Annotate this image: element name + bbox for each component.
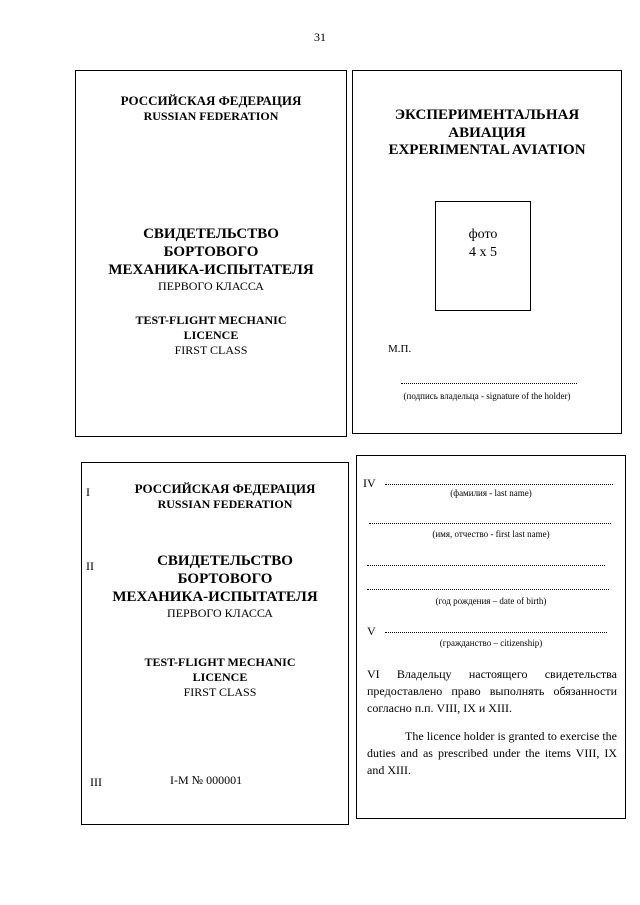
photo-size: 4 x 5 [469, 245, 497, 260]
item-number-1: I [86, 485, 90, 499]
licence-class-ru: ПЕРВОГО КЛАССА [167, 606, 273, 620]
licence-title-en-line2: LICENCE [192, 670, 248, 684]
state-name-ru: РОССИЙСКАЯ ФЕДЕРАЦИЯ [120, 93, 302, 108]
licence-title-en-line1: TEST-FLIGHT MECHANIC [135, 313, 287, 327]
licence-title-ru-line1: СВИДЕТЕЛЬСТВО [143, 226, 279, 242]
state-name-en: RUSSIAN FEDERATION [143, 109, 279, 123]
stamp-place-label: М.П. [388, 343, 412, 355]
citizenship-caption: (гражданство – citizenship) [439, 638, 543, 648]
page-number: 31 [314, 30, 326, 44]
photo-placeholder [435, 201, 531, 311]
first-name-line [369, 523, 611, 524]
licence-title-en-line2: LICENCE [183, 328, 239, 342]
last-name-caption: (фамилия - last name) [450, 488, 532, 498]
item-number-5: V [367, 624, 376, 638]
dob-line [367, 589, 609, 590]
licence-title-ru-line2: БОРТОВОГО [177, 571, 273, 587]
signature-line [401, 383, 577, 384]
citizenship-line [385, 632, 607, 633]
licence-title-ru-line3: МЕХАНИКА-ИСПЫТАТЕЛЯ [108, 262, 314, 278]
item-number-4: IV [363, 476, 376, 490]
licence-class-en: FIRST CLASS [183, 685, 257, 699]
state-name-ru: РОССИЙСКАЯ ФЕДЕРАЦИЯ [134, 481, 316, 496]
photo-label: фото [468, 227, 498, 242]
heading-en: EXPERIMENTAL AVIATION [388, 142, 586, 158]
heading-ru-line1: ЭКСПЕРИМЕНТАЛЬНАЯ [394, 107, 580, 123]
licence-inner-right-page [356, 455, 626, 819]
licence-title-ru-line2: БОРТОВОГО [163, 244, 259, 260]
item-6-text-en: The licence holder is granted to exercise the duties and as prescribed under the items VIII, IX and XIII. [367, 729, 617, 777]
licence-class-ru: ПЕРВОГО КЛАССА [158, 279, 264, 293]
licence-number: I-M № 000001 [170, 773, 243, 787]
licence-back-cover [352, 70, 622, 434]
signature-caption: (подпись владельца - signature of the holder) [403, 391, 571, 401]
state-name-en: RUSSIAN FEDERATION [157, 497, 293, 511]
licence-title-ru-line1: СВИДЕТЕЛЬСТВО [157, 553, 293, 569]
item-number-2: II [86, 559, 94, 573]
last-name-line [385, 484, 613, 485]
licence-inner-left-page [81, 462, 349, 825]
licence-class-en: FIRST CLASS [174, 343, 248, 357]
extra-line [367, 565, 605, 566]
licence-front-cover [75, 70, 347, 437]
item-6-text-ru: VI Владельцу настоящего свидетельства предоставлено право выполнять обязанности согласно п.п. VIII, IX и XIII. [367, 667, 617, 715]
item-number-3: III [90, 775, 102, 789]
first-name-caption: (имя, отчество - first last name) [432, 529, 550, 539]
licence-title-en-line1: TEST-FLIGHT MECHANIC [144, 655, 296, 669]
dob-caption: (год рождения – date of birth) [435, 596, 547, 606]
licence-title-ru-line3: МЕХАНИКА-ИСПЫТАТЕЛЯ [112, 589, 318, 605]
heading-ru-line2: АВИАЦИЯ [448, 125, 526, 141]
